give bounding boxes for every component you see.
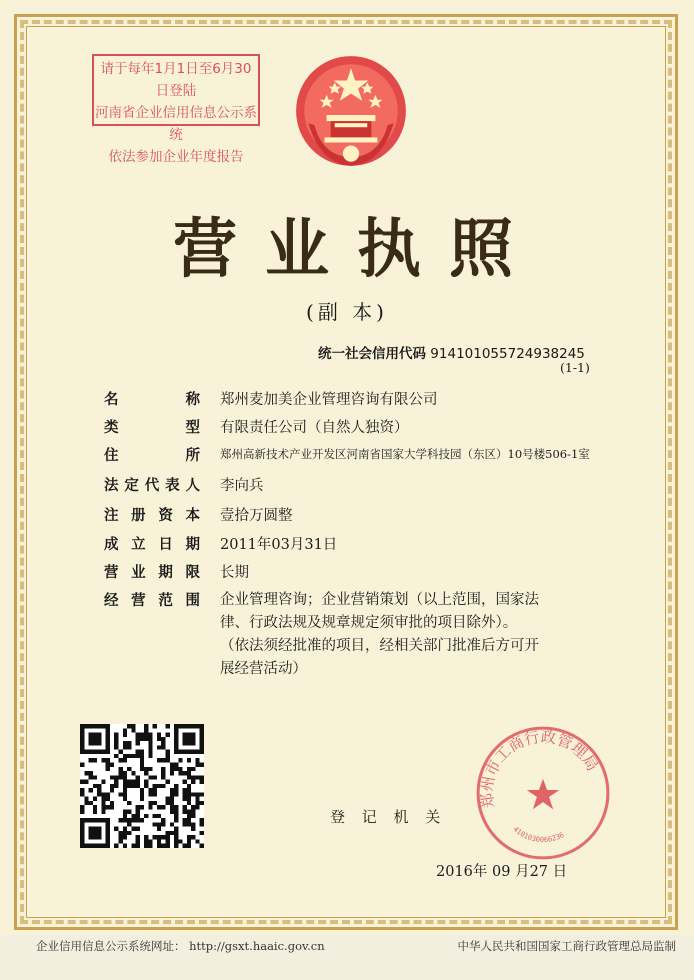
scope-line: 展经营活动） bbox=[220, 661, 307, 677]
company-name-value: 郑州麦加美企业管理咨询有限公司 bbox=[220, 392, 438, 408]
seal-star-icon bbox=[527, 779, 559, 809]
field-label: 法 定 代 表 人 bbox=[104, 478, 200, 494]
field-label: 成 立 日 期 bbox=[104, 537, 200, 553]
annual-report-notice-stamp bbox=[92, 54, 260, 165]
credit-code-line bbox=[318, 342, 585, 362]
field-label: 类 型 bbox=[104, 420, 200, 436]
national-emblem-icon bbox=[290, 52, 412, 174]
field-label: 经 营 范 围 bbox=[104, 593, 200, 609]
notice-line: 依法参加企业年度报告 bbox=[108, 149, 244, 165]
credit-code-label: 统一社会信用代码 bbox=[318, 346, 426, 362]
founded-date-value: 2011年03月31日 bbox=[220, 537, 338, 553]
seal-number: 4101030066236 bbox=[511, 824, 566, 845]
notice-line: 请于每年1月1日至6月30日登陆 bbox=[100, 61, 252, 99]
company-type-value: 有限责任公司（自然人独资） bbox=[220, 420, 409, 436]
official-seal bbox=[472, 722, 614, 864]
notice-line: 河南省企业信用信息公示系统 bbox=[95, 105, 257, 143]
term-value: 长期 bbox=[220, 565, 249, 581]
copy-number: (1-1) bbox=[560, 360, 590, 375]
qr-code[interactable] bbox=[80, 724, 204, 848]
scope-line: 企业管理咨询；企业营销策划（以上范围，国家法 bbox=[220, 592, 539, 608]
footer-supervisor: 中华人民共和国国家工商行政管理总局监制 bbox=[457, 939, 676, 953]
address-value: 郑州高新技术产业开发区河南省国家大学科技园（东区）10号楼506-1室 bbox=[220, 447, 590, 461]
field-label: 住 所 bbox=[104, 448, 200, 464]
credit-code-value: 914101055724938245 bbox=[430, 346, 585, 362]
footer-website: 企业信用信息公示系统网址： http://gsxt.haaic.gov.cn bbox=[36, 939, 325, 953]
document-title: 营业执照 bbox=[173, 213, 541, 287]
issue-date: 2016年 09 月27 日 bbox=[436, 864, 568, 880]
field-label: 注 册 资 本 bbox=[104, 508, 200, 524]
scope-line: （依法须经批准的项目，经相关部门批准后方可开 bbox=[220, 638, 539, 654]
scope-line: 律、行政法规及规章规定须审批的项目除外）。 bbox=[220, 615, 518, 631]
copy-subtitle: (副 本) bbox=[306, 300, 388, 324]
capital-value: 壹拾万圆整 bbox=[220, 508, 293, 524]
legal-rep-value: 李向兵 bbox=[220, 478, 264, 494]
registration-authority-label: 登 记 机 关 bbox=[330, 808, 447, 826]
svg-text:4101030066236 bbox=[512, 824, 566, 844]
field-label: 名 称 bbox=[104, 392, 200, 408]
field-label: 营 业 期 限 bbox=[104, 565, 200, 581]
seal-text: 郑州市工商行政管理局 bbox=[477, 727, 602, 810]
business-scope-value bbox=[220, 589, 610, 681]
